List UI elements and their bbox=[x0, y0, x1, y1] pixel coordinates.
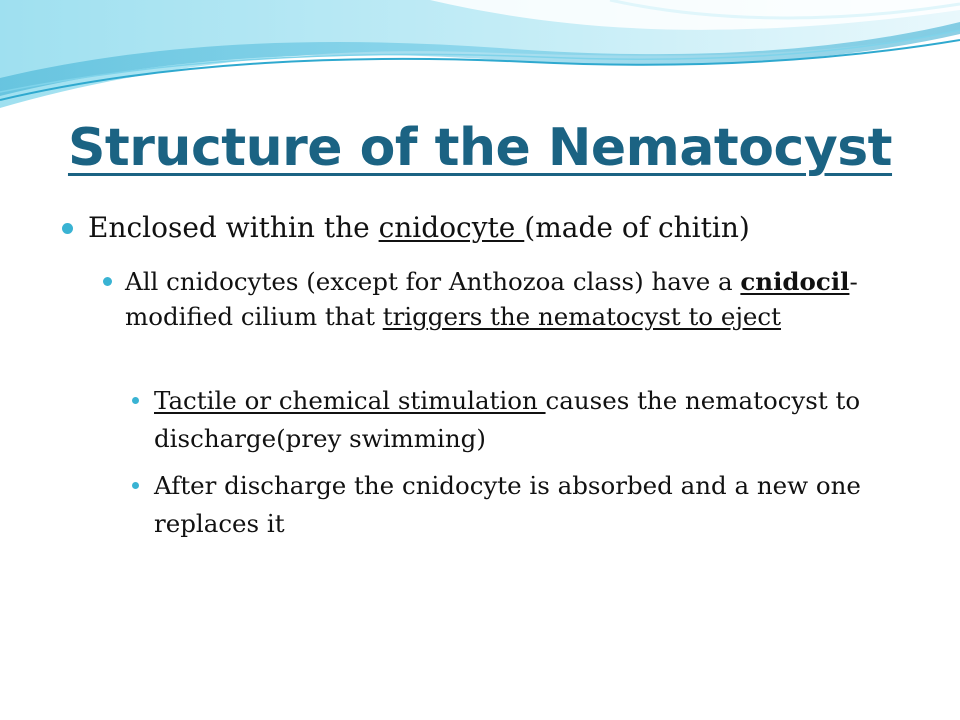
term-stimulation: Tactile or chemical stimulation bbox=[154, 386, 546, 415]
bullet-text: causes the nematocyst to discharge(prey swimming) bbox=[154, 386, 861, 453]
bullet-text: (made of chitin) bbox=[524, 211, 750, 244]
bullet-marker-level-3 bbox=[132, 397, 139, 404]
bullet-marker-level-3 bbox=[132, 482, 139, 489]
bullet-text: After discharge the cnidocyte is absorbed and a new one replaces it bbox=[154, 471, 861, 538]
bullet-marker-level-1 bbox=[62, 223, 73, 234]
term-trigger: triggers the nematocyst to eject bbox=[382, 302, 781, 331]
bullet-item bbox=[154, 467, 914, 543]
slide-title: Structure of the Nematocyst bbox=[67, 118, 893, 178]
term-cnidocyte: cnidocyte bbox=[378, 211, 525, 244]
bullet-item bbox=[125, 264, 895, 334]
bullet-text: Enclosed within the bbox=[88, 211, 379, 244]
bullet-item bbox=[88, 210, 918, 246]
bullet-marker-level-2 bbox=[103, 277, 112, 286]
term-cnidocil: cnidocil bbox=[740, 267, 850, 296]
bullet-text: All cnidocytes (except for Anthozoa class) have a bbox=[125, 267, 741, 296]
bullet-text: - modified cilium that bbox=[125, 267, 858, 331]
bullet-item bbox=[154, 382, 914, 458]
